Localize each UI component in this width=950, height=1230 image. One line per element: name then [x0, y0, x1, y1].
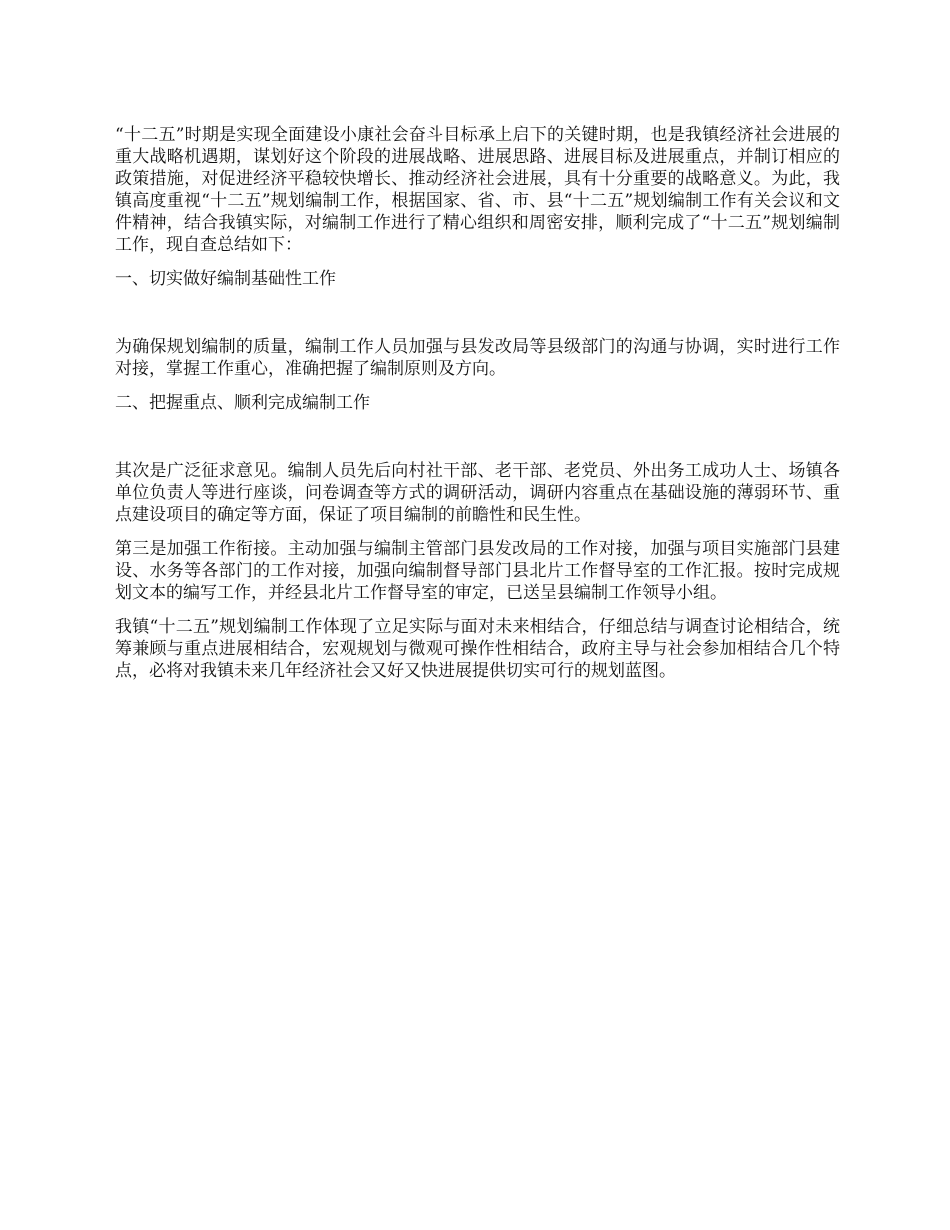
section-2-paragraph-2: 第三是加强工作衔接。主动加强与编制主管部门县发改局的工作对接，加强与项目实施部门县建设、水务等各部门的工作对接，加强向编制督导部门县北片工作督导室的工作汇报。按时完成规划文本的编写工作，并经县北片工作督导室的审定，已送呈县编制工作领导小组。	[115, 539, 840, 603]
conclusion-paragraph: 我镇“十二五”规划编制工作体现了立足实际与面对未来相结合，仔细总结与调查讨论相结合，统筹兼顾与重点进展相结合，宏观规划与微观可操作性相结合，政府主导与社会参加相结合几个特点，必将对我镇未来几年经济社会又好又快进展提供切实可行的规划蓝图。	[115, 617, 840, 681]
section-1-heading: 一、切实做好编制基础性工作	[115, 269, 336, 289]
section-1-spacer	[115, 290, 840, 336]
section-2-spacer	[115, 414, 840, 460]
document-body	[115, 124, 840, 694]
intro-paragraph: “十二五”时期是实现全面建设小康社会奋斗目标承上启下的关键时期，也是我镇经济社会进展的重大战略机遇期，谋划好这个阶段的进展战略、进展思路、进展目标及进展重点，并制订相应的政策措施，对促进经济平稳较快增长、推动经济社会进展，具有十分重要的战略意义。为此，我镇高度重视“十二五”规划编制工作，根据国家、省、市、县“十二五”规划编制工作有关会议和文件精神，结合我镇实际，对编制工作进行了精心组织和周密安排，顺利完成了“十二五”规划编制工作，现自查总结如下：	[115, 125, 840, 255]
section-2-paragraph-1: 其次是广泛征求意见。编制人员先后向村社干部、老干部、老党员、外出务工成功人士、场镇各单位负责人等进行座谈，问卷调查等方式的调研活动，调研内容重点在基础设施的薄弱环节、重点建设项目的确定等方面，保证了项目编制的前瞻性和民生性。	[115, 461, 840, 525]
section-2-heading: 二、把握重点、顺利完成编制工作	[115, 393, 370, 413]
section-1-paragraph: 为确保规划编制的质量，编制工作人员加强与县发改局等县级部门的沟通与协调，实时进行工作对接，掌握工作重心，准确把握了编制原则及方向。	[115, 337, 840, 379]
